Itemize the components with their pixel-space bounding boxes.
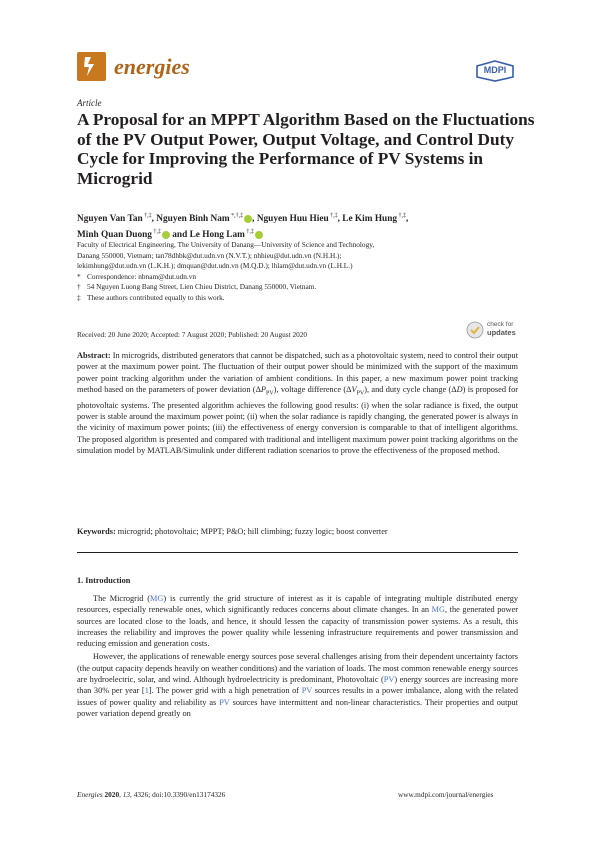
keywords-list: microgrid; photovoltaic; MPPT; P&O; hill climbing; fuzzy logic; boost converter (117, 527, 388, 536)
journal-name: energies (114, 54, 190, 79)
article-title: A Proposal for an MPPT Algorithm Based on the Fluctuations of the PV Output Power, Output Voltage, and Control Duty Cycle for Improving the Performance of PV Systems in Microgrid (77, 110, 535, 188)
affiliation-line: Faculty of Electrical Engineering, The University of Danang—University of Science and Technology, (77, 240, 375, 249)
author-separator: , (151, 214, 157, 225)
author-affiliation-mark: †,‡ (328, 213, 338, 219)
orcid-icon[interactable] (255, 231, 263, 239)
citation-link[interactable]: 1 (144, 686, 149, 696)
check-for-updates-button[interactable] (466, 319, 524, 341)
check-updates-icon (466, 321, 484, 339)
orcid-icon[interactable] (244, 215, 252, 223)
author-separator: , (337, 214, 343, 225)
author-list (77, 210, 527, 242)
abstract: Abstract: In microgrids, distributed generators that cannot be dispatched, such as a photovoltaic system, need to control their output power at the maximum power point. The fluctuation of their output power should be minimized with the support of the maximum power point tracking algorithm under the variation of ambient conditions. In this paper, a new maximum power point tracking method based on the parameters of power deviation $(\Delta P_{PV})$, voltage difference $(\Delta V_{PV})$, and duty cycle change (ΔD) is proposed for photovoltaic systems. The presented algorithm achieves the following good results: (i) when the solar radiance is fixed, the output power is stable around the maximum power point; (ii) when the solar radiance is rapidly changing, the generated power is always in the vicinity of maximum power points; (iii) the effectiveness of energy conversion is comparable to that of intelligent algorithms. The proposed algorithm is presented and compared with traditional and intelligent maximum power point tracking algorithms on the simulation model by MATLAB/Simulink under different radiation scenarios to prove the effectiveness of the proposed method. (77, 351, 519, 456)
keywords-label: Keywords: (77, 527, 116, 536)
address-note: † 54 Nguyen Luong Bang Street, Lien Chieu District, Danang 550000, Vietnam. (77, 282, 317, 291)
author-affiliation-mark: †,‡ (151, 229, 161, 236)
divider (77, 552, 518, 553)
author-name: Le Kim Hung (342, 214, 398, 225)
section-title: 1. Introduction (77, 576, 131, 585)
article-type: Article (77, 98, 102, 108)
author-affiliation-mark: †,‡ (142, 213, 152, 219)
correspondence-note: * Correspondence: nbnam@dut.udn.vn (77, 271, 197, 281)
check-updates-line2: updates (487, 328, 516, 337)
author-line-1 (77, 210, 527, 226)
author-affiliation-mark: †,‡ (397, 213, 407, 219)
keywords (77, 527, 518, 536)
footer-url[interactable]: www.mdpi.com/journal/energies (398, 790, 494, 799)
author-separator: , (406, 214, 409, 225)
footer-citation: Energies 2020, 13, 4326; doi:10.3390/en13174326 (77, 790, 226, 799)
acronym-link[interactable]: PV (301, 686, 313, 696)
acronym-link[interactable]: MG (431, 605, 446, 615)
author-name: Le Hong Lam (189, 230, 245, 241)
acronym-link[interactable]: PV (383, 675, 395, 685)
author-name: Nguyen Van Tan (77, 214, 143, 225)
orcid-icon[interactable] (162, 231, 170, 239)
author-separator: , (252, 214, 257, 225)
publisher-name: MDPI (483, 65, 507, 75)
publication-dates: Received: 20 June 2020; Accepted: 7 August 2020; Published: 20 August 2020 (77, 330, 308, 339)
body-text (77, 593, 518, 719)
author-separator: and (169, 230, 190, 241)
affiliations (77, 240, 527, 303)
abstract-label: Abstract: (77, 351, 111, 360)
paragraph: However, the applications of renewable energy sources pose several challenges arising from their dependent uncertainty factors (the output capacity depends heavily on weather conditions) and the variation of loads. The most common renewable energy sources are hydroelectric, solar, and wind. Although hydroelectricity is predominant, Photovoltaic (PV) energy sources are increasing more than 30% per year [1]. The power grid with a high penetration of PV sources results in a power imbalance, along with the related issues of power quality and reliability as PV sources have intermittent and non-linear characteristics. Their properties and output power variation depend greatly on (77, 652, 518, 718)
acronym-link[interactable]: PV (219, 697, 230, 707)
mdpi-logo-icon (473, 60, 517, 82)
author-name: Nguyen Binh Nam (156, 214, 230, 225)
author-affiliation-mark: †,‡ (244, 229, 254, 236)
author-affiliation-mark: *,†,‡ (229, 213, 244, 219)
equal-contribution-note: ‡ These authors contributed equally to this work. (77, 292, 225, 302)
check-updates-line1: check for (487, 321, 514, 328)
paragraph: The Microgrid (MG) is currently the grid structure of interest as it is capable of integrating multiple distributed energy resources, especially renewable ones, which significantly reduces concerns about climate changes. In an MG, the generated power sources are located close to the loads, and hence, it should lessen the capacity of transmission power systems. As a result, this increases the reliability and improves the power quality while lessening infrastructure requirements and power transmission and reducing emission and generation costs. (77, 594, 518, 649)
journal-logo-icon (77, 52, 106, 81)
affiliation-line: Danang 550000, Vietnam; tan78dhbk@dut.udn.vn (N.V.T.); nhhieu@dut.udn.vn (N.H.H.); (77, 250, 342, 260)
author-name: Nguyen Huu Hieu (256, 214, 329, 225)
author-name: Minh Quan Duong (77, 230, 152, 241)
affiliation-line: lekimhung@dut.udn.vn (L.K.H.); dmquan@dut.udn.vn (M.Q.D.); lhlam@dut.udn.vn (L.H.L.) (77, 261, 353, 270)
acronym-link[interactable]: MG (150, 594, 164, 603)
